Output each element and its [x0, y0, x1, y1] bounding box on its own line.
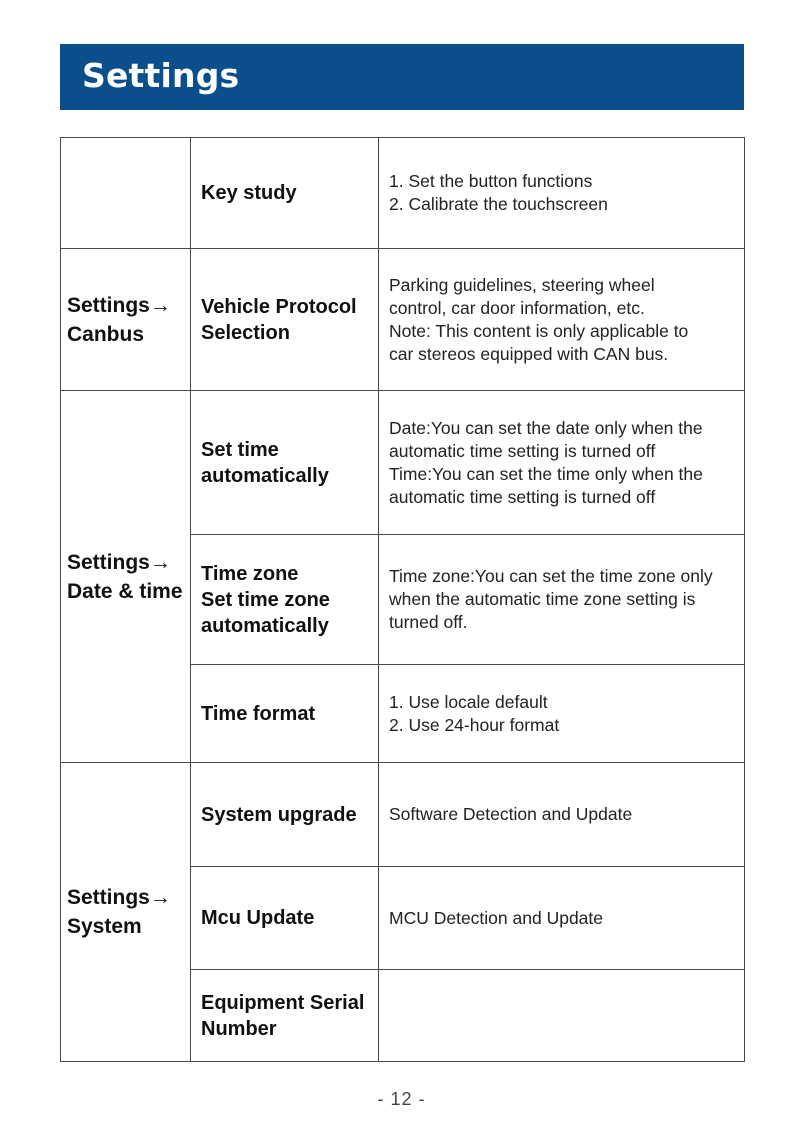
- category-label: Canbus: [67, 322, 145, 346]
- item-label: Selection: [201, 321, 290, 344]
- description-cell: [379, 763, 745, 867]
- description-cell: [379, 249, 745, 391]
- item-cell: [191, 970, 379, 1062]
- item-label: Set time: [201, 438, 279, 461]
- description-line: automatic time setting is turned off: [389, 486, 656, 507]
- description-cell: [379, 867, 745, 970]
- description-line: Parking guidelines, steering wheel: [389, 274, 655, 295]
- category-label: Settings→: [67, 293, 171, 317]
- description-line: 1. Use locale default: [389, 691, 548, 712]
- item-cell: [191, 138, 379, 249]
- description-line: control, car door information, etc.: [389, 297, 645, 318]
- category-cell: [61, 763, 191, 1062]
- table-row: [61, 249, 745, 391]
- category-label: Settings→: [67, 550, 171, 574]
- description-line: 2. Use 24-hour format: [389, 714, 560, 735]
- description-line: Note: This content is only applicable to: [389, 320, 689, 341]
- item-label: Equipment Serial: [201, 991, 365, 1014]
- description-line: turned off.: [389, 612, 468, 632]
- category-cell-empty: [61, 138, 191, 249]
- description-line: MCU Detection and Update: [389, 907, 603, 928]
- item-label: Set time zone: [201, 588, 330, 611]
- item-label: automatically: [201, 464, 329, 487]
- item-label: System upgrade: [201, 803, 357, 826]
- table-row: [61, 138, 745, 249]
- description-cell: [379, 138, 745, 249]
- description-cell: [379, 665, 745, 763]
- page-header-banner: [60, 44, 744, 110]
- description-cell-empty: [379, 970, 745, 1062]
- item-label: Number: [201, 1017, 277, 1040]
- item-label: Time format: [201, 702, 316, 725]
- description-line: Software Detection and Update: [389, 804, 633, 824]
- settings-table: [60, 137, 745, 1062]
- item-label: Key study: [201, 182, 297, 204]
- description-line: car stereos equipped with CAN bus.: [389, 343, 669, 364]
- description-line: Time zone:You can set the time zone only: [389, 566, 713, 586]
- category-cell: [61, 391, 191, 763]
- description-line: 2. Calibrate the touchscreen: [389, 194, 608, 214]
- category-cell: [61, 249, 191, 391]
- item-cell: [191, 867, 379, 970]
- item-label: Time zone: [201, 562, 299, 585]
- table-row: [61, 763, 745, 867]
- item-cell: [191, 249, 379, 391]
- item-label: automatically: [201, 614, 329, 637]
- table-row: [61, 391, 745, 535]
- description-cell: [379, 391, 745, 535]
- description-line: automatic time setting is turned off: [389, 440, 656, 461]
- page-number: - 12 -: [377, 1089, 426, 1109]
- category-label: Date & time: [67, 579, 183, 603]
- category-label: System: [67, 915, 142, 938]
- description-line: Time:You can set the time only when the: [389, 463, 703, 484]
- item-cell: [191, 535, 379, 665]
- page-title: Settings: [82, 56, 240, 95]
- category-label: Settings→: [67, 886, 171, 909]
- item-cell: [191, 763, 379, 867]
- item-label: Vehicle Protocol: [201, 295, 357, 318]
- description-line: Date:You can set the date only when the: [389, 417, 703, 438]
- description-line: 1. Set the button functions: [389, 171, 593, 191]
- description-cell: [379, 535, 745, 665]
- item-cell: [191, 665, 379, 763]
- item-label: Mcu Update: [201, 907, 315, 929]
- item-cell: [191, 391, 379, 535]
- description-line: when the automatic time zone setting is: [389, 589, 696, 609]
